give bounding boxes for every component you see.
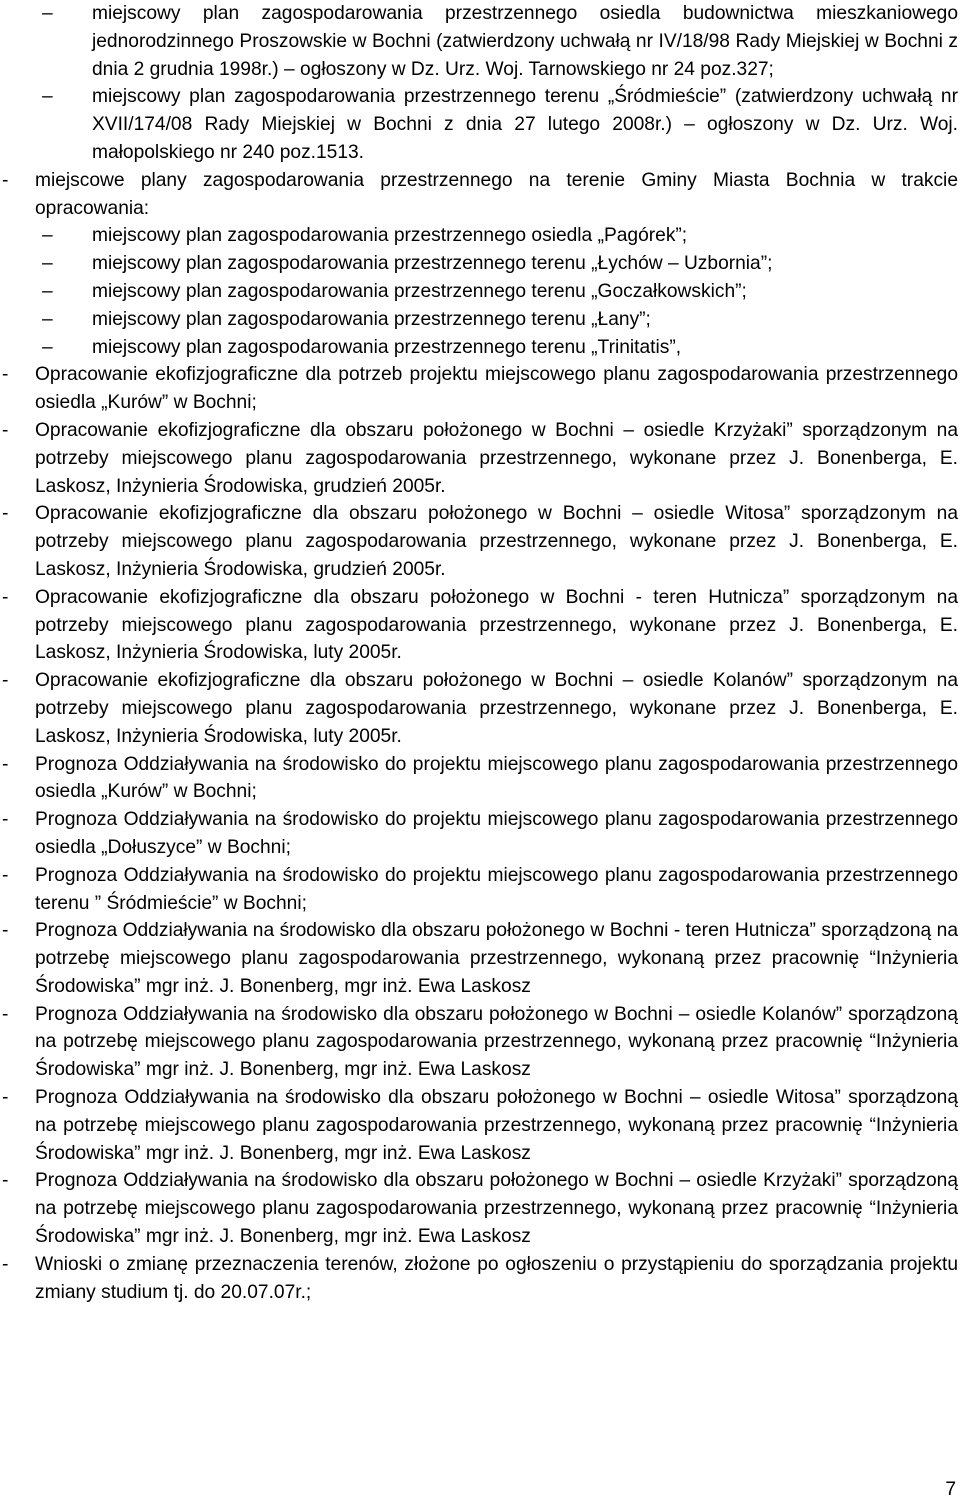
list-item xyxy=(0,751,958,807)
list-item-text: Opracowanie ekofizjograficzne dla obszaru położonego w Bochni – osiedle Krzyżaki” sporządzonym na potrzeby miejscowego planu zagospodarowania przestrzennego, wykonane przez J. Bonenberga, E. Laskosz, Inżynieria Środowiska, grudzień 2005r. xyxy=(35,419,958,497)
list-item xyxy=(0,417,958,500)
list-bullet: - xyxy=(2,670,9,692)
list-item-text: Opracowanie ekofizjograficzne dla obszaru położonego w Bochni - teren Hutnicza” sporządzonym na potrzeby miejscowego planu zagospodarowania przestrzennego, wykonane przez J. Bonenberga, E. Laskosz, Inżynieria Środowiska, luty 2005r. xyxy=(35,586,958,664)
list-item-text: Prognoza Oddziaływania na środowisko dla obszaru położonego w Bochni – osiedle Kolanów” sporządzoną na potrzebę miejscowego planu zagospodarowania przestrzennego, wykonaną przez pracownię “Inżynieria Środowiska” mgr inż. J. Bonenberg, mgr inż. Ewa Laskosz xyxy=(35,1003,958,1081)
list-bullet: - xyxy=(2,503,9,525)
page-number: 7 xyxy=(945,1479,956,1500)
list-item-text: Prognoza Oddziaływania na środowisko dla obszaru położonego w Bochni - teren Hutnicza” sporządzoną na potrzebę miejscowego planu zagospodarowania przestrzennego, wykonaną przez pracownię “Inżynieria Środowiska” mgr inż. J. Bonenberg, mgr inż. Ewa Laskosz xyxy=(35,920,958,997)
list-item-text: miejscowy plan zagospodarowania przestrzennego osiedla budownictwa mieszkaniowego jednorodzinnego Proszowskie w Bochni (zatwierdzony uchwałą nr IV/18/98 Rady Miejskiej w Bochni z dnia 2 grudnia 1998r.) – ogłoszony w Dz. Urz. Woj. Tarnowskiego nr 24 poz.327; xyxy=(92,3,958,80)
list-item-text: miejscowy plan zagospodarowania przestrzennego terenu „Śródmieście” (zatwierdzony uchwałą nr XVII/174/08 Rady Miejskiej w Bochni z dnia 27 lutego 2008r.) – ogłoszony w Dz. Urz. Woj. małopolskiego nr 240 poz.1513. xyxy=(92,86,958,163)
list-bullet: - xyxy=(2,920,9,942)
list-bullet: - xyxy=(2,1253,9,1275)
sub-list-item xyxy=(0,278,958,306)
list-bullet: - xyxy=(2,169,9,191)
list-bullet: - xyxy=(2,809,9,831)
list-bullet: – xyxy=(42,308,53,330)
list-bullet: - xyxy=(2,419,9,441)
list-item xyxy=(0,1084,958,1167)
list-item-text: miejscowy plan zagospodarowania przestrzennego terenu „Goczałkowskich”; xyxy=(92,280,747,302)
list-item xyxy=(0,1251,958,1307)
list-item xyxy=(0,500,958,583)
list-item xyxy=(0,917,958,1000)
sub-list-item xyxy=(0,250,958,278)
list-item xyxy=(0,1167,958,1250)
list-item-text: Prognoza Oddziaływania na środowisko do projektu miejscowego planu zagospodarowania przestrzennego osiedla „Kurów” w Bochni; xyxy=(35,753,958,803)
list-bullet: - xyxy=(2,1170,9,1192)
list-item-text: miejscowy plan zagospodarowania przestrzennego terenu „Trinitatis”, xyxy=(92,336,682,358)
list-item-text: Prognoza Oddziaływania na środowisko do projektu miejscowego planu zagospodarowania przestrzennego osiedla „Dołuszyce” w Bochni; xyxy=(35,809,958,858)
list-bullet: – xyxy=(42,253,53,275)
list-item-text: Opracowanie ekofizjograficzne dla obszaru położonego w Bochni – osiedle Kolanów” sporządzonym na potrzeby miejscowego planu zagospodarowania przestrzennego, wykonane przez J. Bonenberga, E. Laskosz, Inżynieria Środowiska, luty 2005r. xyxy=(35,670,958,747)
list-item-text: miejscowy plan zagospodarowania przestrzennego osiedla „Pagórek”; xyxy=(92,225,688,247)
list-bullet: - xyxy=(2,864,9,886)
list-item xyxy=(0,584,958,667)
sub-list-item xyxy=(0,0,958,83)
list-bullet: - xyxy=(2,1087,9,1109)
list-item-text: Prognoza Oddziaływania na środowisko dla obszaru położonego w Bochni – osiedle Witosa” sporządzoną na potrzebę miejscowego planu zagospodarowania przestrzennego, wykonaną przez pracownię “Inżynieria Środowiska” mgr inż. J. Bonenberg, mgr inż. Ewa Laskosz xyxy=(35,1087,958,1164)
sub-list-item xyxy=(0,306,958,334)
list-bullet: - xyxy=(2,753,9,775)
list-bullet: – xyxy=(42,86,53,108)
list-bullet: – xyxy=(42,225,53,247)
list-item-text: Wnioski o zmianę przeznaczenia terenów, złożone po ogłoszeniu o przystąpieniu do sporządzania projektu zmiany studium tj. do 20.07.07r.; xyxy=(35,1253,958,1303)
sub-list-item xyxy=(0,222,958,250)
list-bullet: – xyxy=(42,3,53,24)
list-item-text: miejscowy plan zagospodarowania przestrzennego terenu „Łychów – Uzbornia”; xyxy=(92,253,773,275)
list-item xyxy=(0,862,958,918)
list-item-text: miejscowy plan zagospodarowania przestrzennego terenu „Łany”; xyxy=(92,308,651,330)
list-item xyxy=(0,667,958,750)
sub-list-item xyxy=(0,334,958,362)
list-bullet: - xyxy=(2,1003,9,1025)
list-item-text: Opracowanie ekofizjograficzne dla obszaru położonego w Bochni – osiedle Witosa” sporządzonym na potrzeby miejscowego planu zagospodarowania przestrzennego, wykonane przez J. Bonenberga, E. Laskosz, Inżynieria Środowiska, grudzień 2005r. xyxy=(35,503,958,580)
sub-list-item xyxy=(0,83,958,166)
list-item xyxy=(0,806,958,862)
list-item-text: Prognoza Oddziaływania na środowisko dla obszaru położonego w Bochni – osiedle Krzyżaki” sporządzoną na potrzebę miejscowego planu zagospodarowania przestrzennego, wykonaną przez pracownię “Inżynieria Środowiska” mgr inż. J. Bonenberg, mgr inż. Ewa Laskosz xyxy=(35,1170,958,1248)
list-item-text: Prognoza Oddziaływania na środowisko do projektu miejscowego planu zagospodarowania przestrzennego terenu ” Śródmieście” w Bochni; xyxy=(35,864,958,914)
list-item xyxy=(0,167,958,223)
list-item xyxy=(0,1001,958,1084)
list-bullet: – xyxy=(42,280,53,302)
list-item-text: Opracowanie ekofizjograficzne dla potrzeb projektu miejscowego planu zagospodarowania przestrzennego osiedla „Kurów” w Bochni; xyxy=(35,364,958,414)
list-bullet: - xyxy=(2,586,9,608)
list-item xyxy=(0,361,958,417)
list-bullet: - xyxy=(2,364,9,386)
list-item-text: miejscowe plany zagospodarowania przestrzennego na terenie Gminy Miasta Bochnia w trakcie opracowania: xyxy=(35,169,958,219)
list-bullet: – xyxy=(42,336,53,358)
